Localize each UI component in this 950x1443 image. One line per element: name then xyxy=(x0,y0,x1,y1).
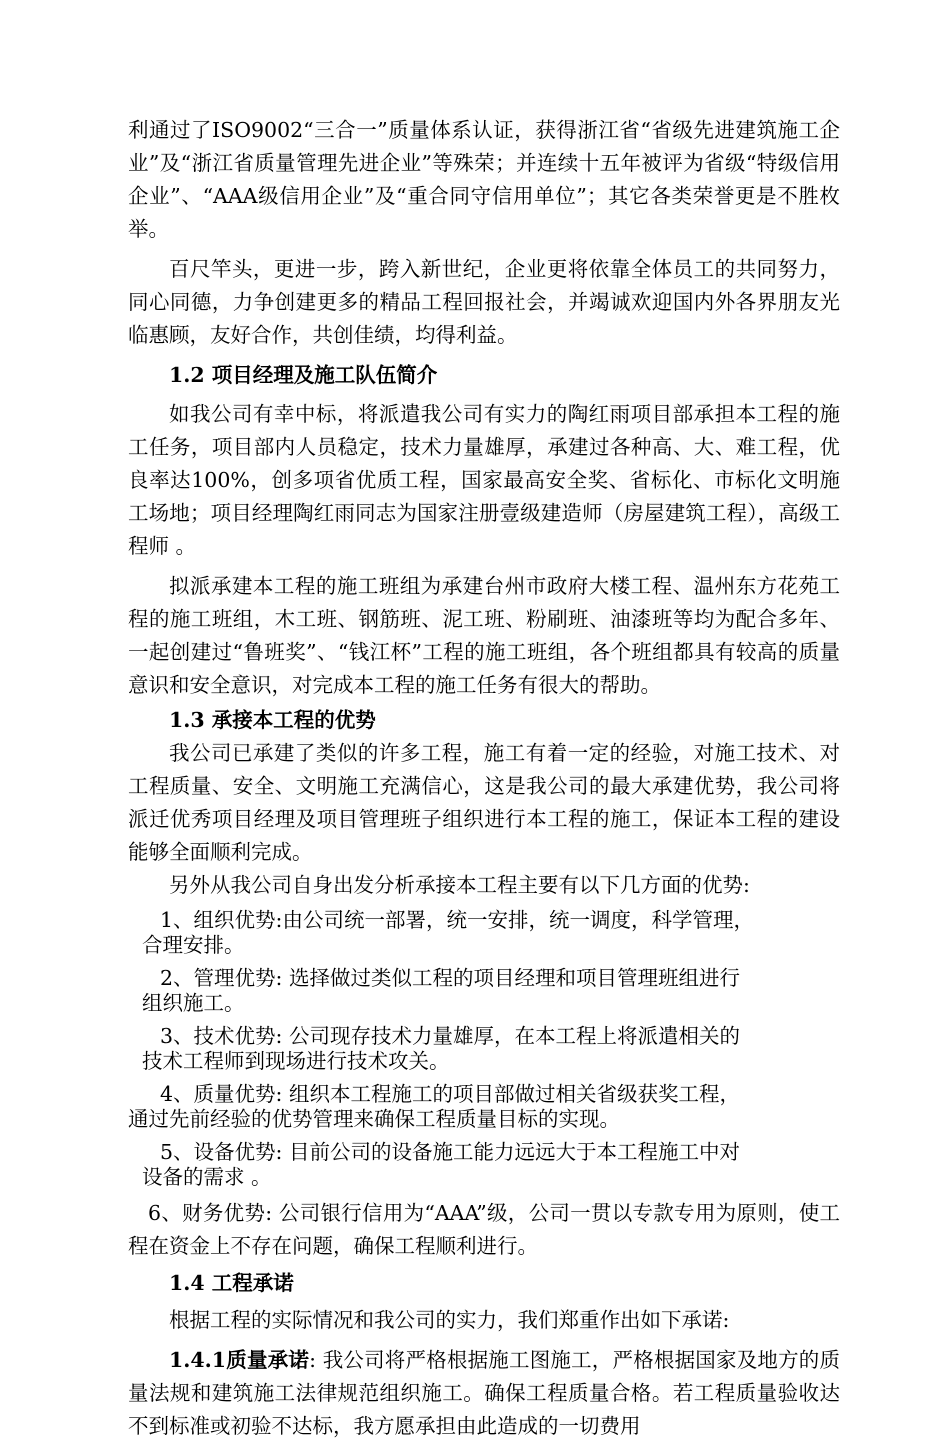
advantage-line: 4、质量优势: 组织本工程施工的项目部做过相关省级获奖工程， xyxy=(160,1082,740,1106)
quality-commitment-text: : 我公司将严格根据施工图施工，严格根据国家及地方的质量法规和建筑施工法律规范组织施工。确保工程质量合格。若工程质量验收达不到标准或初验不达标，我方愿承担由此造成的一切费用 xyxy=(128,1348,840,1438)
list-item-advantage xyxy=(128,1082,840,1132)
list-item-advantage xyxy=(142,908,840,958)
heading-1-2: 1.2 项目经理及施工队伍简介 xyxy=(169,363,438,387)
paragraph-work-crews: 拟派承建本工程的施工班组为承建台州市政府大楼工程、温州东方花苑工程的施工班组，木工班、钢筋班、泥工班、粉刷班、油漆班等均为配合多年、一起创建过“鲁班奖”、“钱江杯”工程的施工班组，各个班组都具有较高的质量意识和安全意识，对完成本工程的施工任务有很大的帮助。 xyxy=(128,574,840,697)
advantage-continuation: 合理安排。 xyxy=(142,933,245,957)
paragraph-company-honors: 利通过了ISO9002“三合一”质量体系认证，获得浙江省“省级先进建筑施工企业”及“浙江省质量管理先进企业”等殊荣；并连续十五年被评为省级“特级信用企业”、“AAA级信用企业”及“重合同守信用单位”；其它各类荣誉更是不胜枚举。 xyxy=(128,118,840,241)
advantage-line: 5、设备优势: 目前公司的设备施工能力远远大于本工程施工中对 xyxy=(160,1140,740,1164)
quality-commitment-label: 1.4.1质量承诺 xyxy=(169,1348,310,1372)
advantage-continuation: 技术工程师到现场进行技术攻关。 xyxy=(142,1049,450,1073)
list-item-advantage xyxy=(142,1024,840,1074)
advantage-line: 2、管理优势: 选择做过类似工程的项目经理和项目管理班组进行 xyxy=(160,966,740,990)
advantage-continuation: 通过先前经验的优势管理来确保工程质量目标的实现。 xyxy=(128,1107,620,1131)
list-item-advantage xyxy=(142,1140,840,1190)
paragraph-advantages-intro: 另外从我公司自身出发分析承接本工程主要有以下几方面的优势: xyxy=(169,873,750,897)
heading-1-4: 1.4 工程承诺 xyxy=(169,1271,294,1295)
heading-1-3: 1.3 承接本工程的优势 xyxy=(169,708,376,732)
list-item-advantage xyxy=(142,966,840,1016)
paragraph-new-century: 百尺竿头，更进一步，跨入新世纪，企业更将依靠全体员工的共同努力，同心同德，力争创建更多的精品工程回报社会，并竭诚欢迎国内外各界朋友光临惠顾，友好合作，共创佳绩，均得利益。 xyxy=(128,257,840,347)
advantage-line: 1、组织优势:由公司统一部署，统一安排，统一调度，科学管理， xyxy=(160,908,754,932)
advantage-continuation: 组织施工。 xyxy=(142,991,245,1015)
paragraph-experience: 我公司已承建了类似的许多工程，施工有着一定的经验，对施工技术、对工程质量、安全、文明施工充满信心，这是我公司的最大承建优势，我公司将派迁优秀项目经理及项目管理班子组织进行本工程的施工，保证本工程的建设能够全面顺利完成。 xyxy=(128,741,840,864)
paragraph-project-team: 如我公司有幸中标，将派遣我公司有实力的陶红雨项目部承担本工程的施工任务，项目部内人员稳定，技术力量雄厚，承建过各种高、大、难工程，优良率达100%，创多项省优质工程，国家最高安全奖、省标化、市标化文明施工场地；项目经理陶红雨同志为国家注册壹级建造师（房屋建筑工程），高级工程师 。 xyxy=(128,402,840,558)
paragraph-finance: 6、财务优势: 公司银行信用为“AAA”级，公司一贯以专款专用为原则，使工程在资金上不存在问题，确保工程顺利进行。 xyxy=(128,1201,840,1258)
document-body xyxy=(128,114,840,1443)
paragraph-commitment-intro: 根据工程的实际情况和我公司的实力，我们郑重作出如下承诺: xyxy=(169,1308,730,1332)
advantage-line: 3、技术优势: 公司现存技术力量雄厚，在本工程上将派遣相关的 xyxy=(160,1024,740,1048)
advantage-continuation: 设备的需求 。 xyxy=(142,1165,272,1189)
paragraph-quality-commitment xyxy=(128,1344,840,1443)
